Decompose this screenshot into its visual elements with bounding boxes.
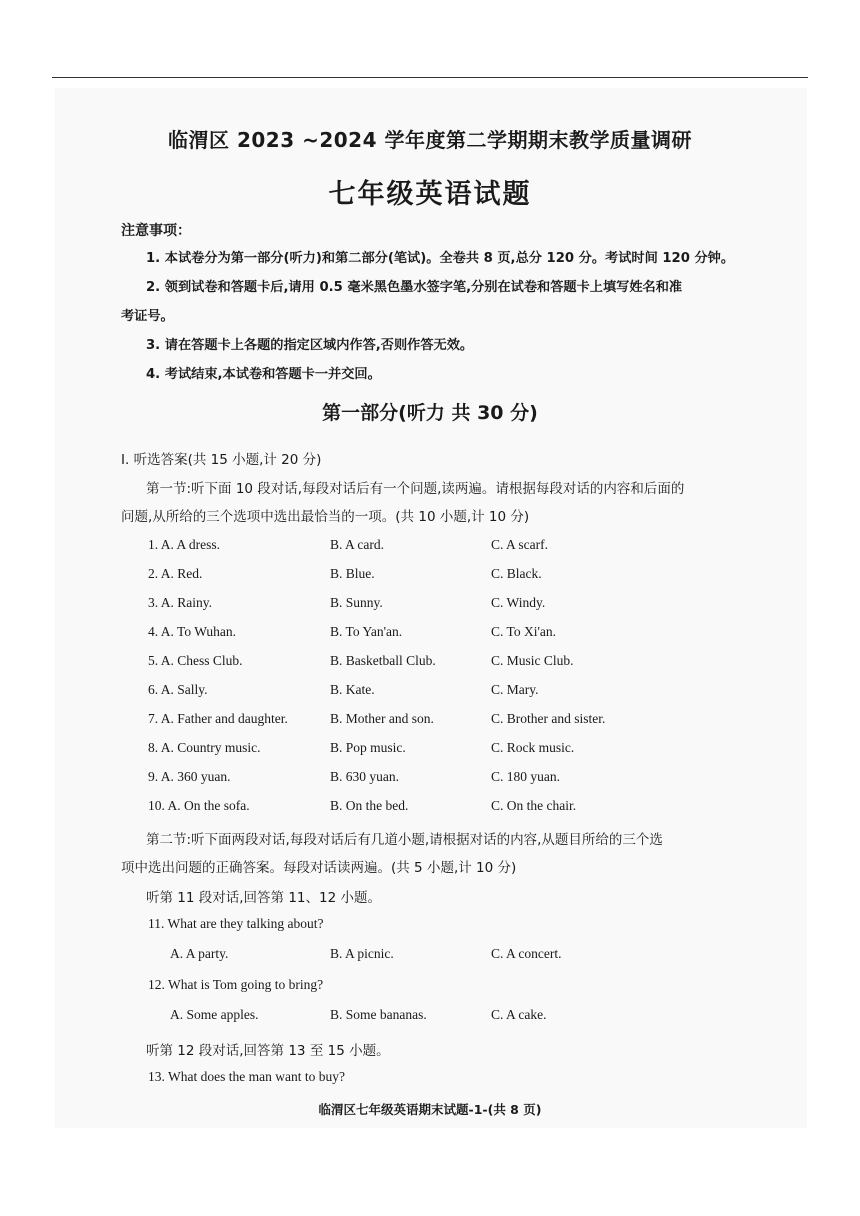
- question-option: B. A picnic.: [330, 946, 394, 961]
- question-12: 12. What is Tom going to bring?: [148, 977, 324, 992]
- question-option: B. A card.: [330, 537, 384, 552]
- question-option: B. Basketball Club.: [330, 653, 436, 668]
- question-option: B. To Yan'an.: [330, 624, 403, 639]
- question-option: 8. A. Country music.: [148, 740, 261, 755]
- question-11: 11. What are they talking about?: [148, 916, 324, 931]
- question-option: B. Pop music.: [330, 740, 406, 755]
- notice-item-2-cont: 考证号。: [121, 309, 174, 324]
- notice-item-3: 3. 请在答题卡上各题的指定区域内作答,否则作答无效。: [146, 338, 474, 353]
- question-option: C. Rock music.: [491, 740, 575, 755]
- question-13: 13. What does the man want to buy?: [148, 1069, 345, 1084]
- question-option: B. Mother and son.: [330, 711, 434, 726]
- question-option: C. Windy.: [491, 595, 546, 610]
- question-option: C. Brother and sister.: [491, 711, 606, 726]
- question-option: B. Kate.: [330, 682, 375, 697]
- question-option: B. Sunny.: [330, 595, 383, 610]
- notice-item-2: 2. 领到试卷和答题卡后,请用 0.5 毫米黑色墨水签字笔,分别在试卷和答题卡上填写姓名和准: [146, 280, 683, 295]
- notice-item-1: 1. 本试卷分为第一部分(听力)和第二部分(笔试)。全卷共 8 页,总分 120 分。考试时间 120 分钟。: [146, 251, 735, 266]
- notice-heading: 注意事项：: [121, 223, 191, 239]
- notice-item-4: 4. 考试结束,本试卷和答题卡一并交回。: [146, 367, 381, 382]
- question-option: A. A party.: [170, 946, 229, 961]
- question-option: A. Some apples.: [170, 1007, 259, 1022]
- question-option: B. 630 yuan.: [330, 769, 399, 784]
- question-option: B. Blue.: [330, 566, 375, 581]
- question-option: B. On the bed.: [330, 798, 409, 813]
- question-option: C. Black.: [491, 566, 542, 581]
- question-option: 10. A. On the sofa.: [148, 798, 250, 813]
- page-footer: 临渭区七年级英语期末试题-1-(共 8 页): [318, 1102, 542, 1117]
- question-option: 6. A. Sally.: [148, 682, 208, 697]
- question-option: B. Some bananas.: [330, 1007, 427, 1022]
- exam-title-line2: 七年级英语试题: [328, 179, 532, 210]
- question-option: C. To Xi'an.: [491, 624, 556, 639]
- dialog-12-intro: 听第 12 段对话,回答第 13 至 15 小题。: [146, 1043, 390, 1059]
- subsection1-instructions: 第一节:听下面 10 段对话,每段对话后有一个问题,读两遍。请根据每段对话的内容和后面的: [146, 481, 685, 497]
- part1-title: 第一部分(听力 共 30 分): [322, 402, 538, 424]
- subsection2-instructions: 第二节:听下面两段对话,每段对话后有几道小题,请根据对话的内容,从题目所给的三个选: [146, 832, 663, 848]
- question-option: 3. A. Rainy.: [148, 595, 212, 610]
- question-option: 7. A. Father and daughter.: [148, 711, 288, 726]
- question-option: 2. A. Red.: [148, 566, 203, 581]
- question-option: C. A concert.: [491, 946, 562, 961]
- question-option: C. Music Club.: [491, 653, 574, 668]
- section-heading: Ⅰ. 听选答案(共 15 小题,计 20 分): [121, 452, 322, 468]
- question-option: 4. A. To Wuhan.: [148, 624, 237, 639]
- question-option: C. A scarf.: [491, 537, 548, 552]
- question-option: C. On the chair.: [491, 798, 577, 813]
- exam-title-line1: 临渭区 2023 ~2024 学年度第二学期期末教学质量调研: [168, 128, 692, 152]
- top-rule: [52, 77, 808, 78]
- question-option: C. Mary.: [491, 682, 539, 697]
- dialog-11-intro: 听第 11 段对话,回答第 11、12 小题。: [146, 890, 381, 906]
- subsection1-instructions-cont: 问题,从所给的三个选项中选出最恰当的一项。(共 10 小题,计 10 分): [121, 509, 530, 525]
- question-option: C. A cake.: [491, 1007, 547, 1022]
- question-option: 5. A. Chess Club.: [148, 653, 243, 668]
- subsection2-instructions-cont: 项中选出问题的正确答案。每段对话读两遍。(共 5 小题,计 10 分): [121, 860, 517, 876]
- question-option: 1. A. A dress.: [148, 537, 221, 552]
- question-option: C. 180 yuan.: [491, 769, 560, 784]
- question-option: 9. A. 360 yuan.: [148, 769, 231, 784]
